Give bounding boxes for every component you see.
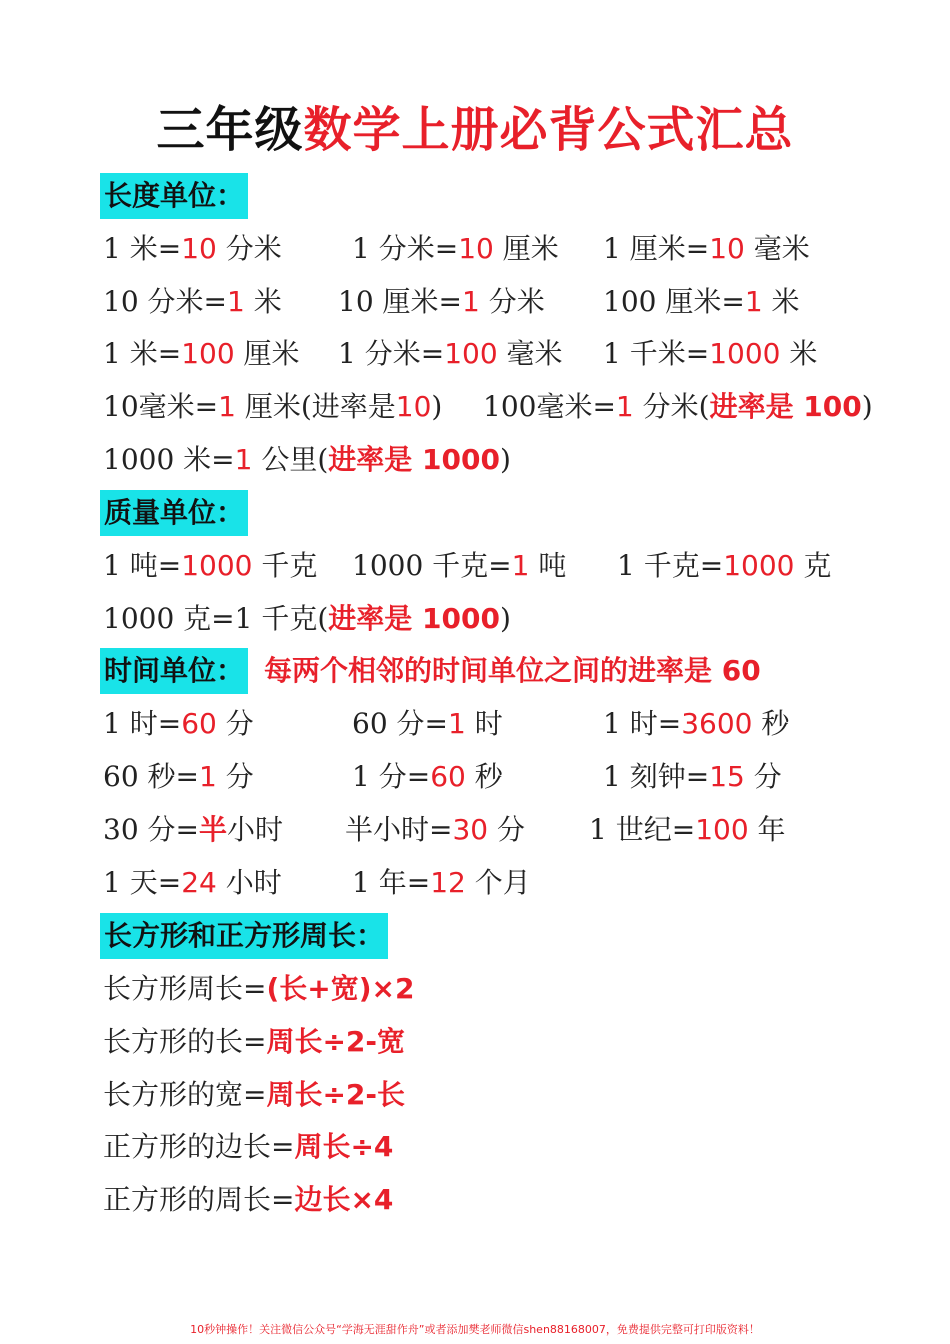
formula-item: 长方形的宽=周长÷2-长 [103,1078,406,1111]
formula-item: 长方形的长=周长÷2-宽 [103,1025,406,1058]
formula-item: 1 刻钟=15 分 [603,760,782,793]
perimeter-row-5 [0,1176,950,1224]
length-row-4 [0,383,950,431]
length-row-3 [0,330,950,378]
time-rate-note: 每两个相邻的时间单位之间的进率是 60 [264,654,761,687]
length-row-5 [0,436,950,484]
formula-item: 1 千克=1000 克 [617,549,832,582]
perimeter-row-2 [0,1018,950,1066]
time-row-2 [0,753,950,801]
formula-item: 60 分=1 时 [352,707,503,740]
section-heading-mass: 质量单位： [100,490,248,536]
section-heading-perimeter: 长方形和正方形周长： [100,913,388,959]
formula-item: 1 千米=1000 米 [603,337,818,370]
formula-item: 10毫米=1 厘米(进率是10) [103,390,443,423]
footer-notice: 10秒钟操作！关注微信公众号“学海无涯甜作舟”或者添加樊老师微信shen88168007，免费提供完整可打印版资料！ [190,1323,760,1336]
section-heading-length: 长度单位： [100,173,248,219]
formula-item: 1000 米=1 公里(进率是 1000) [103,443,511,476]
formula-item: 正方形的边长=周长÷4 [103,1130,394,1163]
formula-item: 1 厘米=10 毫米 [603,232,810,265]
formula-item: 1 米=10 分米 [103,232,282,265]
formula-item: 100 厘米=1 米 [603,285,800,318]
perimeter-row-1 [0,965,950,1013]
title-part-grade: 三年级 [156,102,304,158]
length-row-2 [0,278,950,326]
formula-item: 100毫米=1 分米(进率是 100) [483,390,873,423]
formula-item: 1 时=3600 秒 [603,707,790,740]
formula-item: 10 厘米=1 分米 [338,285,545,318]
perimeter-row-4 [0,1123,950,1171]
formula-item: 30 分=半小时 [103,813,284,846]
page-title [0,98,950,162]
formula-item: 正方形的周长=边长×4 [103,1183,394,1216]
section-heading-time: 时间单位： [100,648,248,694]
formula-item: 半小时=30 分 [345,813,526,846]
formula-item: 10 分米=1 米 [103,285,282,318]
perimeter-row-3 [0,1071,950,1119]
formula-item: 1 分米=100 毫米 [338,337,563,370]
formula-item: 1 天=24 小时 [103,866,282,899]
formula-item: 1 吨=1000 千克 [103,549,318,582]
mass-row-1 [0,542,950,590]
formula-item: 1 分米=10 厘米 [352,232,559,265]
formula-item: 1000 千克=1 吨 [352,549,567,582]
formula-item: 1000 克=1 千克(进率是 1000) [103,602,511,635]
formula-item: 1 米=100 厘米 [103,337,300,370]
title-part-subject: 数学上册必背公式汇总 [303,102,794,158]
time-row-4 [0,859,950,907]
mass-row-2 [0,595,950,643]
time-row-1 [0,700,950,748]
formula-item: 1 世纪=100 年 [589,813,786,846]
formula-item: 1 年=12 个月 [352,866,531,899]
formula-item: 1 时=60 分 [103,707,254,740]
formula-item: 60 秒=1 分 [103,760,254,793]
time-row-3 [0,806,950,854]
length-row-1 [0,225,950,273]
formula-item: 1 分=60 秒 [352,760,503,793]
formula-item: 长方形周长=(长+宽)×2 [103,972,415,1005]
